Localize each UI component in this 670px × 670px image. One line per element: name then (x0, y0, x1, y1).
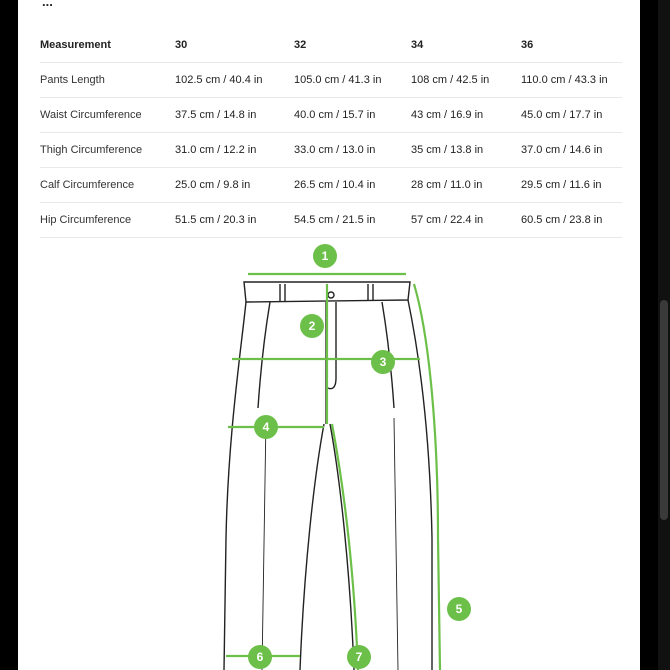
badge-3 (371, 350, 395, 374)
table-row (40, 133, 622, 168)
measurement-table (40, 28, 622, 238)
svg-text:3: 3 (379, 355, 387, 369)
table-cell: 29.5 cm / 11.6 in (521, 168, 622, 203)
table-cell: 51.5 cm / 20.3 in (175, 203, 294, 238)
measurement-lines (226, 274, 440, 670)
table-cell: 40.0 cm / 15.7 in (294, 98, 411, 133)
table-row (40, 203, 622, 238)
left-pocket (258, 302, 270, 408)
header-mark: ... (42, 0, 53, 9)
table-cell: 26.5 cm / 10.4 in (294, 168, 411, 203)
svg-text:2: 2 (308, 319, 316, 333)
table-cell: 60.5 cm / 23.8 in (521, 203, 622, 238)
table-cell: 45.0 cm / 17.7 in (521, 98, 622, 133)
waist-button (328, 292, 334, 298)
table-cell: 110.0 cm / 43.3 in (521, 63, 622, 98)
table-cell: 31.0 cm / 12.2 in (175, 133, 294, 168)
table-cell: 57 cm / 22.4 in (411, 203, 521, 238)
badge-2 (300, 314, 324, 338)
table-cell: 102.5 cm / 40.4 in (175, 63, 294, 98)
table-cell: 43 cm / 16.9 in (411, 98, 521, 133)
badge-5 (447, 597, 471, 621)
table-cell: 105.0 cm / 41.3 in (294, 63, 411, 98)
row-label: Waist Circumference (40, 98, 175, 133)
header-size-30: 30 (175, 28, 294, 63)
scrollbar-thumb[interactable] (660, 300, 668, 520)
badge-7 (347, 645, 371, 669)
svg-text:5: 5 (455, 602, 463, 616)
header-size-36: 36 (521, 28, 622, 63)
left-inner-seam (300, 424, 324, 670)
badges (248, 244, 471, 669)
table-cell: 35 cm / 13.8 in (411, 133, 521, 168)
scrollbar[interactable] (658, 0, 670, 670)
right-crease (394, 418, 398, 670)
badge-4 (254, 415, 278, 439)
size-chart-sheet (18, 0, 640, 670)
header-size-34: 34 (411, 28, 521, 63)
row-label: Hip Circumference (40, 203, 175, 238)
table-cell: 54.5 cm / 21.5 in (294, 203, 411, 238)
row-label: Pants Length (40, 63, 175, 98)
badge-6 (248, 645, 272, 669)
svg-text:6: 6 (256, 650, 264, 664)
pants-measurement-diagram (18, 238, 640, 670)
header-measurement: Measurement (40, 28, 175, 63)
table-row (40, 63, 622, 98)
table-cell: 37.0 cm / 14.6 in (521, 133, 622, 168)
svg-text:4: 4 (262, 420, 270, 434)
badge-1 (313, 244, 337, 268)
fly-stitch (328, 302, 336, 389)
table-cell: 37.5 cm / 14.8 in (175, 98, 294, 133)
table-cell: 28 cm / 11.0 in (411, 168, 521, 203)
row-label: Calf Circumference (40, 168, 175, 203)
table-cell: 33.0 cm / 13.0 in (294, 133, 411, 168)
table-cell: 108 cm / 42.5 in (411, 63, 521, 98)
svg-text:1: 1 (321, 249, 329, 263)
left-crease (262, 418, 266, 670)
header-size-32: 32 (294, 28, 411, 63)
table-row (40, 98, 622, 133)
left-outer-seam (224, 302, 246, 670)
line-length (414, 284, 440, 670)
table-header-row (40, 28, 622, 63)
table-cell: 25.0 cm / 9.8 in (175, 168, 294, 203)
row-label: Thigh Circumference (40, 133, 175, 168)
table-row (40, 168, 622, 203)
svg-text:7: 7 (355, 650, 363, 664)
